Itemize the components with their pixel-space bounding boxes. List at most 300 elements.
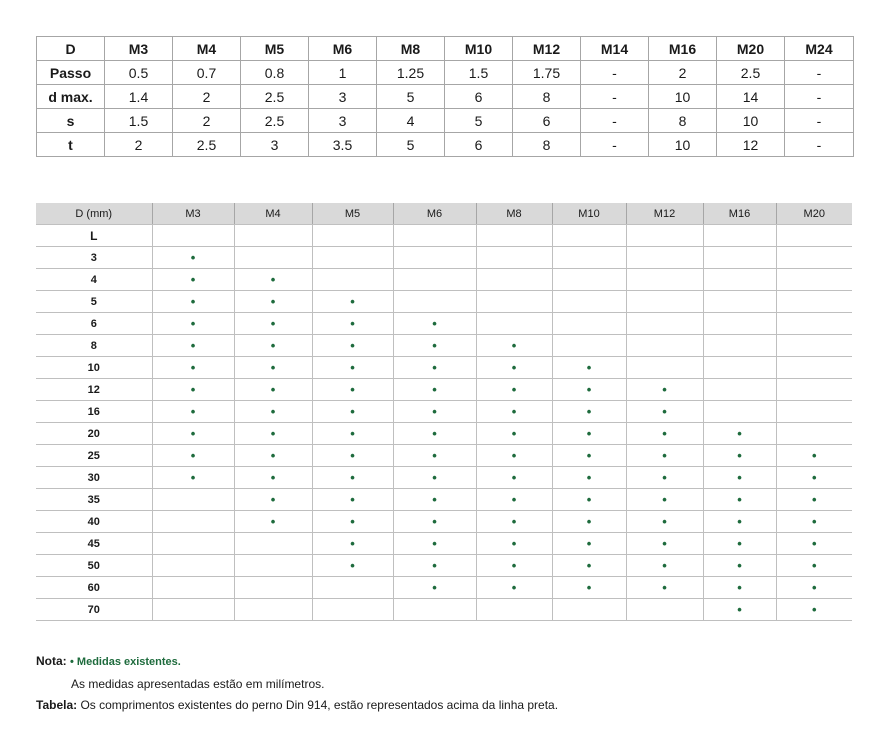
availability-dot: • (190, 403, 196, 419)
dims-cell: 2.5 (241, 109, 309, 133)
dims-cell: - (785, 85, 854, 109)
empty-cell (703, 357, 776, 379)
avail-header-row (36, 203, 852, 225)
availability-cell (152, 467, 234, 489)
availability-cell (776, 599, 852, 621)
availability-dot: • (350, 359, 355, 375)
availability-dot: • (350, 513, 355, 529)
empty-cell (234, 225, 312, 247)
empty-cell (776, 401, 852, 423)
avail-size-header: M5 (312, 203, 393, 225)
empty-cell (703, 247, 776, 269)
availability-cell (776, 445, 852, 467)
length-value: 6 (36, 313, 152, 335)
avail-size-header: M8 (476, 203, 552, 225)
availability-cell (552, 423, 626, 445)
dims-cell: 12 (717, 133, 785, 157)
availability-dot: • (586, 513, 592, 529)
availability-dot: • (190, 337, 196, 353)
avail-size-header: M16 (703, 203, 776, 225)
dims-cell: 5 (377, 85, 445, 109)
empty-cell (476, 225, 552, 247)
availability-cell (393, 445, 476, 467)
avail-row (36, 313, 852, 335)
empty-cell (552, 313, 626, 335)
availability-dot: • (811, 557, 817, 573)
avail-row (36, 445, 852, 467)
availability-cell (626, 533, 703, 555)
availability-dot: • (662, 491, 667, 507)
availability-cell (703, 555, 776, 577)
length-header: L (36, 225, 152, 247)
empty-cell (552, 291, 626, 313)
availability-dot: • (432, 425, 437, 441)
avail-row (36, 533, 852, 555)
avail-corner-label: D (mm) (36, 203, 152, 225)
dims-row-label: d max. (37, 85, 105, 109)
availability-dot: • (270, 491, 276, 507)
availability-cell (312, 379, 393, 401)
dims-cell: 1.25 (377, 61, 445, 85)
empty-cell (776, 269, 852, 291)
dims-size-header: M14 (581, 37, 649, 61)
availability-cell (626, 577, 703, 599)
availability-cell (476, 555, 552, 577)
length-value: 12 (36, 379, 152, 401)
availability-cell (703, 445, 776, 467)
availability-dot: • (586, 447, 592, 463)
availability-cell (393, 511, 476, 533)
availability-dot: • (737, 579, 742, 595)
availability-dot: • (432, 535, 437, 551)
availability-cell (312, 313, 393, 335)
availability-dot: • (662, 579, 667, 595)
availability-dot: • (432, 513, 437, 529)
availability-dot: • (270, 293, 276, 309)
availability-cell (312, 401, 393, 423)
dims-cell: 2.5 (241, 85, 309, 109)
empty-cell (393, 225, 476, 247)
empty-cell (703, 335, 776, 357)
availability-dot: • (432, 337, 437, 353)
note-label: Nota: (36, 654, 67, 668)
dims-size-header: M3 (105, 37, 173, 61)
availability-cell (234, 467, 312, 489)
dims-cell: - (581, 109, 649, 133)
availability-cell (476, 533, 552, 555)
availability-cell (234, 423, 312, 445)
dims-row-label: Passo (37, 61, 105, 85)
availability-dot: • (350, 469, 355, 485)
availability-cell (776, 489, 852, 511)
dims-cell: 3 (309, 85, 377, 109)
dims-cell: 10 (717, 109, 785, 133)
avail-row (36, 467, 852, 489)
availability-dot: • (811, 447, 817, 463)
availability-cell (476, 577, 552, 599)
availability-cell (152, 335, 234, 357)
availability-dot: • (586, 425, 592, 441)
length-value: 35 (36, 489, 152, 511)
empty-cell (152, 489, 234, 511)
availability-cell (152, 247, 234, 269)
availability-cell (703, 577, 776, 599)
dims-size-header: M16 (649, 37, 717, 61)
dims-cell: - (785, 109, 854, 133)
avail-row (36, 577, 852, 599)
dims-size-header: M24 (785, 37, 854, 61)
empty-cell (626, 225, 703, 247)
table-note-text: Os comprimentos existentes do perno Din 914, estão representados acima da linha preta. (80, 698, 559, 712)
dims-cell: - (785, 61, 854, 85)
empty-cell (312, 247, 393, 269)
dims-cell: - (581, 85, 649, 109)
availability-cell (152, 269, 234, 291)
empty-cell (552, 247, 626, 269)
dims-cell: 1 (309, 61, 377, 85)
availability-dot: • (586, 557, 592, 573)
availability-cell (776, 467, 852, 489)
availability-cell (476, 511, 552, 533)
availability-dot: • (270, 359, 276, 375)
note-units-line (71, 677, 324, 691)
empty-cell (552, 269, 626, 291)
empty-cell (234, 247, 312, 269)
availability-dot: • (350, 447, 355, 463)
avail-row (36, 511, 852, 533)
avail-row (36, 489, 852, 511)
empty-cell (776, 379, 852, 401)
empty-cell (552, 335, 626, 357)
empty-cell (476, 269, 552, 291)
dims-cell: 1.5 (105, 109, 173, 133)
empty-cell (776, 313, 852, 335)
availability-dot: • (511, 513, 517, 529)
availability-cell (393, 313, 476, 335)
dims-cell: 2.5 (173, 133, 241, 157)
availability-dot: • (190, 359, 196, 375)
availability-cell (626, 401, 703, 423)
availability-dot: • (432, 381, 437, 397)
empty-cell (476, 599, 552, 621)
dims-cell: 6 (445, 133, 513, 157)
availability-dot: • (737, 469, 742, 485)
availability-dot: • (432, 579, 437, 595)
availability-cell (312, 511, 393, 533)
dims-cell: 0.5 (105, 61, 173, 85)
availability-cell (703, 599, 776, 621)
length-value: 4 (36, 269, 152, 291)
availability-dot: • (811, 513, 817, 529)
length-value: 60 (36, 577, 152, 599)
availability-dot: • (737, 535, 742, 551)
availability-cell (552, 445, 626, 467)
availability-dot: • (662, 557, 667, 573)
availability-cell (703, 511, 776, 533)
empty-cell (776, 423, 852, 445)
dimensions-table-body (37, 37, 854, 157)
avail-size-header: M20 (776, 203, 852, 225)
availability-dot: • (586, 535, 592, 551)
availability-dot: • (737, 513, 742, 529)
availability-dot: • (350, 293, 355, 309)
availability-dot: • (350, 315, 355, 331)
dims-cell: 5 (445, 109, 513, 133)
dims-row (37, 109, 854, 133)
availability-dot: • (511, 381, 517, 397)
empty-cell (703, 379, 776, 401)
avail-row (36, 599, 852, 621)
empty-cell (626, 291, 703, 313)
empty-cell (234, 577, 312, 599)
empty-cell (393, 291, 476, 313)
dims-row (37, 133, 854, 157)
availability-cell (552, 379, 626, 401)
availability-cell (476, 489, 552, 511)
empty-cell (552, 225, 626, 247)
dims-cell: 3 (241, 133, 309, 157)
availability-table-body (36, 225, 852, 621)
availability-dot: • (270, 271, 276, 287)
availability-cell (234, 379, 312, 401)
availability-cell (626, 489, 703, 511)
length-value: 30 (36, 467, 152, 489)
dims-cell: 10 (649, 85, 717, 109)
dims-header-row (37, 37, 854, 61)
availability-dot: • (511, 425, 517, 441)
availability-cell (234, 291, 312, 313)
dims-cell: 5 (377, 133, 445, 157)
availability-dot: • (811, 601, 817, 617)
dims-cell: 14 (717, 85, 785, 109)
empty-cell (312, 599, 393, 621)
length-value: 45 (36, 533, 152, 555)
avail-row (36, 555, 852, 577)
dims-cell: 2 (173, 109, 241, 133)
availability-cell (234, 401, 312, 423)
availability-cell (476, 379, 552, 401)
availability-cell (776, 577, 852, 599)
availability-cell (776, 511, 852, 533)
availability-cell (312, 555, 393, 577)
availability-dot: • (586, 491, 592, 507)
avail-length-header-row (36, 225, 852, 247)
empty-cell (703, 313, 776, 335)
availability-cell (393, 577, 476, 599)
availability-dot: • (586, 403, 592, 419)
avail-row (36, 357, 852, 379)
table-label: Tabela: (36, 698, 78, 712)
dims-cell: 2 (649, 61, 717, 85)
avail-size-header: M4 (234, 203, 312, 225)
availability-dot: • (586, 579, 592, 595)
availability-cell (393, 379, 476, 401)
availability-dot: • (190, 425, 196, 441)
availability-cell (393, 533, 476, 555)
availability-dot: • (662, 535, 667, 551)
empty-cell (234, 533, 312, 555)
availability-cell (626, 379, 703, 401)
availability-dot: • (270, 513, 276, 529)
availability-cell (393, 423, 476, 445)
empty-cell (626, 269, 703, 291)
avail-size-header: M6 (393, 203, 476, 225)
availability-cell (626, 445, 703, 467)
availability-cell (312, 445, 393, 467)
empty-cell (312, 269, 393, 291)
availability-dot: • (737, 447, 742, 463)
availability-dot: • (586, 469, 592, 485)
availability-cell (312, 423, 393, 445)
availability-cell (626, 467, 703, 489)
dims-cell: 10 (649, 133, 717, 157)
length-value: 8 (36, 335, 152, 357)
availability-dot: • (662, 381, 667, 397)
availability-dot: • (350, 535, 355, 551)
length-value: 70 (36, 599, 152, 621)
empty-cell (393, 599, 476, 621)
availability-dot: • (811, 469, 817, 485)
availability-dot: • (270, 425, 276, 441)
availability-dot: • (662, 469, 667, 485)
dims-size-header: M5 (241, 37, 309, 61)
availability-dot: • (270, 403, 276, 419)
availability-cell (393, 357, 476, 379)
avail-size-header: M10 (552, 203, 626, 225)
availability-cell (393, 335, 476, 357)
availability-dot: • (350, 403, 355, 419)
empty-cell (776, 357, 852, 379)
empty-cell (393, 269, 476, 291)
empty-cell (626, 599, 703, 621)
dims-row-label: t (37, 133, 105, 157)
empty-cell (476, 247, 552, 269)
availability-cell (393, 467, 476, 489)
availability-cell (234, 445, 312, 467)
dims-cell: 2 (105, 133, 173, 157)
availability-dot: • (190, 447, 196, 463)
avail-row (36, 247, 852, 269)
availability-dot: • (586, 359, 592, 375)
availability-dot: • (270, 469, 276, 485)
avail-row (36, 401, 852, 423)
avail-row (36, 379, 852, 401)
availability-cell (393, 489, 476, 511)
dims-cell: 8 (513, 85, 581, 109)
availability-dot: • (511, 403, 517, 419)
empty-cell (626, 247, 703, 269)
empty-cell (152, 225, 234, 247)
availability-cell (152, 379, 234, 401)
availability-cell (152, 401, 234, 423)
dims-cell: - (581, 133, 649, 157)
availability-cell (234, 313, 312, 335)
availability-dot: • (737, 557, 742, 573)
availability-dot: • (190, 249, 196, 265)
dims-size-header: M6 (309, 37, 377, 61)
length-value: 40 (36, 511, 152, 533)
availability-cell (703, 423, 776, 445)
availability-cell (234, 511, 312, 533)
length-value: 10 (36, 357, 152, 379)
availability-dot: • (511, 469, 517, 485)
availability-dot: • (811, 535, 817, 551)
availability-dot: • (190, 271, 196, 287)
availability-cell (152, 291, 234, 313)
dims-cell: 1.75 (513, 61, 581, 85)
dims-size-header: M8 (377, 37, 445, 61)
availability-dot: • (432, 469, 437, 485)
empty-cell (152, 533, 234, 555)
availability-dot: • (350, 557, 355, 573)
availability-cell (476, 401, 552, 423)
empty-cell (152, 511, 234, 533)
dims-cell: 8 (649, 109, 717, 133)
availability-dot: • (511, 557, 517, 573)
dims-size-header: M20 (717, 37, 785, 61)
availability-cell (312, 489, 393, 511)
availability-cell (393, 555, 476, 577)
availability-cell (152, 357, 234, 379)
availability-cell (552, 401, 626, 423)
availability-cell (393, 401, 476, 423)
empty-cell (312, 577, 393, 599)
empty-cell (152, 599, 234, 621)
availability-cell (703, 467, 776, 489)
availability-dot: • (270, 381, 276, 397)
availability-dot: • (662, 425, 667, 441)
availability-dot: • (586, 381, 592, 397)
empty-cell (393, 247, 476, 269)
dims-cell: 3 (309, 109, 377, 133)
availability-cell (312, 467, 393, 489)
avail-row (36, 335, 852, 357)
length-value: 20 (36, 423, 152, 445)
availability-dot: • (350, 337, 355, 353)
availability-cell (552, 489, 626, 511)
length-value: 16 (36, 401, 152, 423)
length-value: 25 (36, 445, 152, 467)
availability-dot: • (350, 381, 355, 397)
availability-cell (626, 511, 703, 533)
availability-cell (552, 467, 626, 489)
availability-dot: • (662, 403, 667, 419)
availability-cell (312, 533, 393, 555)
empty-cell (626, 335, 703, 357)
empty-cell (703, 401, 776, 423)
availability-cell (234, 489, 312, 511)
availability-dot: • (662, 447, 667, 463)
availability-cell (312, 291, 393, 313)
dims-row (37, 85, 854, 109)
empty-cell (476, 313, 552, 335)
availability-dot: • (270, 315, 276, 331)
length-value: 5 (36, 291, 152, 313)
availability-dot: • (511, 337, 517, 353)
availability-dot: • (737, 425, 742, 441)
empty-cell (776, 247, 852, 269)
dims-cell: 1.4 (105, 85, 173, 109)
availability-dot: • (270, 447, 276, 463)
availability-cell (234, 269, 312, 291)
availability-cell (703, 489, 776, 511)
availability-dot: • (270, 337, 276, 353)
empty-cell (626, 357, 703, 379)
empty-cell (312, 225, 393, 247)
dims-corner-label: D (37, 37, 105, 61)
availability-dot: • (511, 491, 517, 507)
length-value: 3 (36, 247, 152, 269)
